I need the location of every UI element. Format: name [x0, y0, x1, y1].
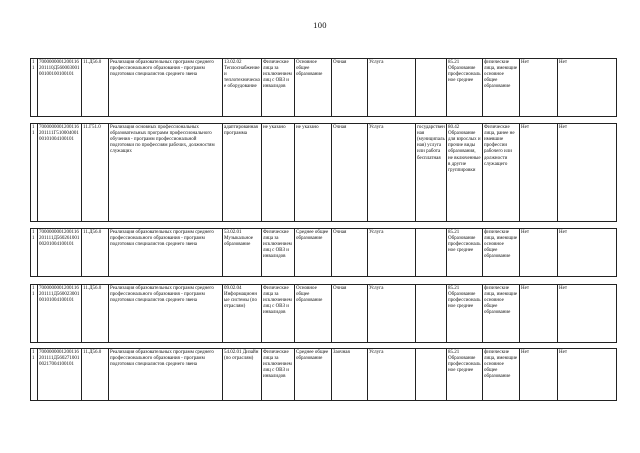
education-level: Среднее общее образование — [295, 229, 332, 277]
education-level: Основное общее образование — [295, 59, 332, 117]
flag-a: Нет — [520, 59, 558, 117]
service-type: Услуга — [368, 229, 416, 277]
qualification: 85.21 Образование профессиональное среднее — [447, 285, 483, 343]
extra-info: государственная (муниципальная) услуга или работа бесплатная — [416, 124, 447, 222]
requirements: физические лица, имеющие основное общее образование — [483, 349, 520, 401]
qualification: 85.21 Образование профессиональное среднее — [447, 59, 483, 117]
registry-code: 7000000001200116201111Г51000400100101004100101 — [38, 124, 82, 222]
study-form: Очная — [332, 285, 368, 343]
specialty: 54.02.01 Дизайн (по отраслям) — [223, 349, 262, 401]
flag-a: Нет — [520, 124, 558, 222]
qualification: 85.21 Образование профессиональное среднее — [447, 349, 483, 401]
study-form: Заочная — [332, 349, 368, 401]
education-level: Основное общее образование — [295, 285, 332, 343]
flag-b: Нет — [558, 229, 617, 277]
program-name: Реализация образовательных программ среднего профессионального образования - программ подготовки специалистов среднего звена — [109, 59, 223, 117]
flag-b: Нет — [558, 59, 617, 117]
flag-b: Нет — [558, 285, 617, 343]
consumer-category: не указано — [262, 124, 295, 222]
registry-code: 7000000001200116201110Д56000300100100100100101 — [38, 59, 82, 117]
okved-code: 11.Г51.0 — [82, 124, 109, 222]
table-row — [31, 229, 617, 277]
okved-code: 11.Д56.0 — [82, 285, 109, 343]
okved-code: 11.Д56.0 — [82, 349, 109, 401]
flag-a: Нет — [520, 229, 558, 277]
study-form: Очная — [332, 229, 368, 277]
program-name: Реализация основных профессиональных образовательных программ профессионального обучения - программ профессиональной подготовки по профессиям рабочих, должностям служащих — [109, 124, 223, 222]
flag-a: Нет — [520, 285, 558, 343]
row-number: 11 — [31, 59, 38, 117]
registry-code: 7000000001200116201111Д56002300100101004100101 — [38, 285, 82, 343]
consumer-category: Физические лица за исключением лиц с ОВЗ и инвалидов — [262, 229, 295, 277]
row-number: 11 — [31, 285, 38, 343]
specialty: 09.02.04 Информационные системы (по отраслям) — [223, 285, 262, 343]
consumer-category: Физические лица за исключением лиц с ОВЗ и инвалидов — [262, 59, 295, 117]
row-number: 11 — [31, 349, 38, 401]
service-type: Услуга — [368, 124, 416, 222]
row-number: 11 — [31, 229, 38, 277]
registry-code: 7000000001200116201111Д56026100100201004100101 — [38, 229, 82, 277]
education-level: Среднее общее образование — [295, 349, 332, 401]
qualification: 85.21 Образование профессиональное среднее — [447, 229, 483, 277]
requirements: физические лица, имеющие основное общее образование — [483, 229, 520, 277]
flag-b: Нет — [558, 124, 617, 222]
study-form: Очная — [332, 59, 368, 117]
extra-info — [416, 229, 447, 277]
qualification: 80.42 Образование для взрослых и прочие виды образования, не включенные в другие группировки — [447, 124, 483, 222]
registry-table — [30, 58, 617, 401]
table-row — [31, 124, 617, 222]
program-name: Реализация образовательных программ среднего профессионального образования - программ подготовки специалистов среднего звена — [109, 229, 223, 277]
requirements: физические лица, имеющие основное общее образование — [483, 59, 520, 117]
flag-a: Нет — [520, 349, 558, 401]
specialty: 53.02.01 Музыкальное образование — [223, 229, 262, 277]
extra-info — [416, 59, 447, 117]
service-type: Услуга — [368, 59, 416, 117]
requirements: физические лица, имеющие основное общее образование — [483, 285, 520, 343]
table-row — [31, 59, 617, 117]
service-type: Услуга — [368, 349, 416, 401]
requirements: Физические лица, ранее не имевшие профессии рабочего или должности служащего — [483, 124, 520, 222]
specialty: 13.02.02 Теплоснабжение и теплотехническое оборудование — [223, 59, 262, 117]
service-type: Услуга — [368, 285, 416, 343]
consumer-category: Физические лица за исключением лиц с ОВЗ и инвалидов — [262, 285, 295, 343]
specialty: адаптированная программа — [223, 124, 262, 222]
okved-code: 11.Д56.0 — [82, 229, 109, 277]
extra-info — [416, 285, 447, 343]
page-number: 100 — [313, 20, 327, 30]
study-form: Очная — [332, 124, 368, 222]
program-name: Реализация образовательных программ среднего профессионального образования - программ подготовки специалистов среднего звена — [109, 349, 223, 401]
education-level: не указано — [295, 124, 332, 222]
registry-code: 7000000001200116201111Д56027100100217004100101 — [38, 349, 82, 401]
consumer-category: Физические лица за исключением лиц с ОВЗ и инвалидов — [262, 349, 295, 401]
extra-info — [416, 349, 447, 401]
flag-b: Нет — [558, 349, 617, 401]
program-name: Реализация образовательных программ среднего профессионального образования - программ подготовки специалистов среднего звена — [109, 285, 223, 343]
okved-code: 11.Д56.0 — [82, 59, 109, 117]
table-row — [31, 285, 617, 343]
row-number: 11 — [31, 124, 38, 222]
table-row — [31, 349, 617, 401]
